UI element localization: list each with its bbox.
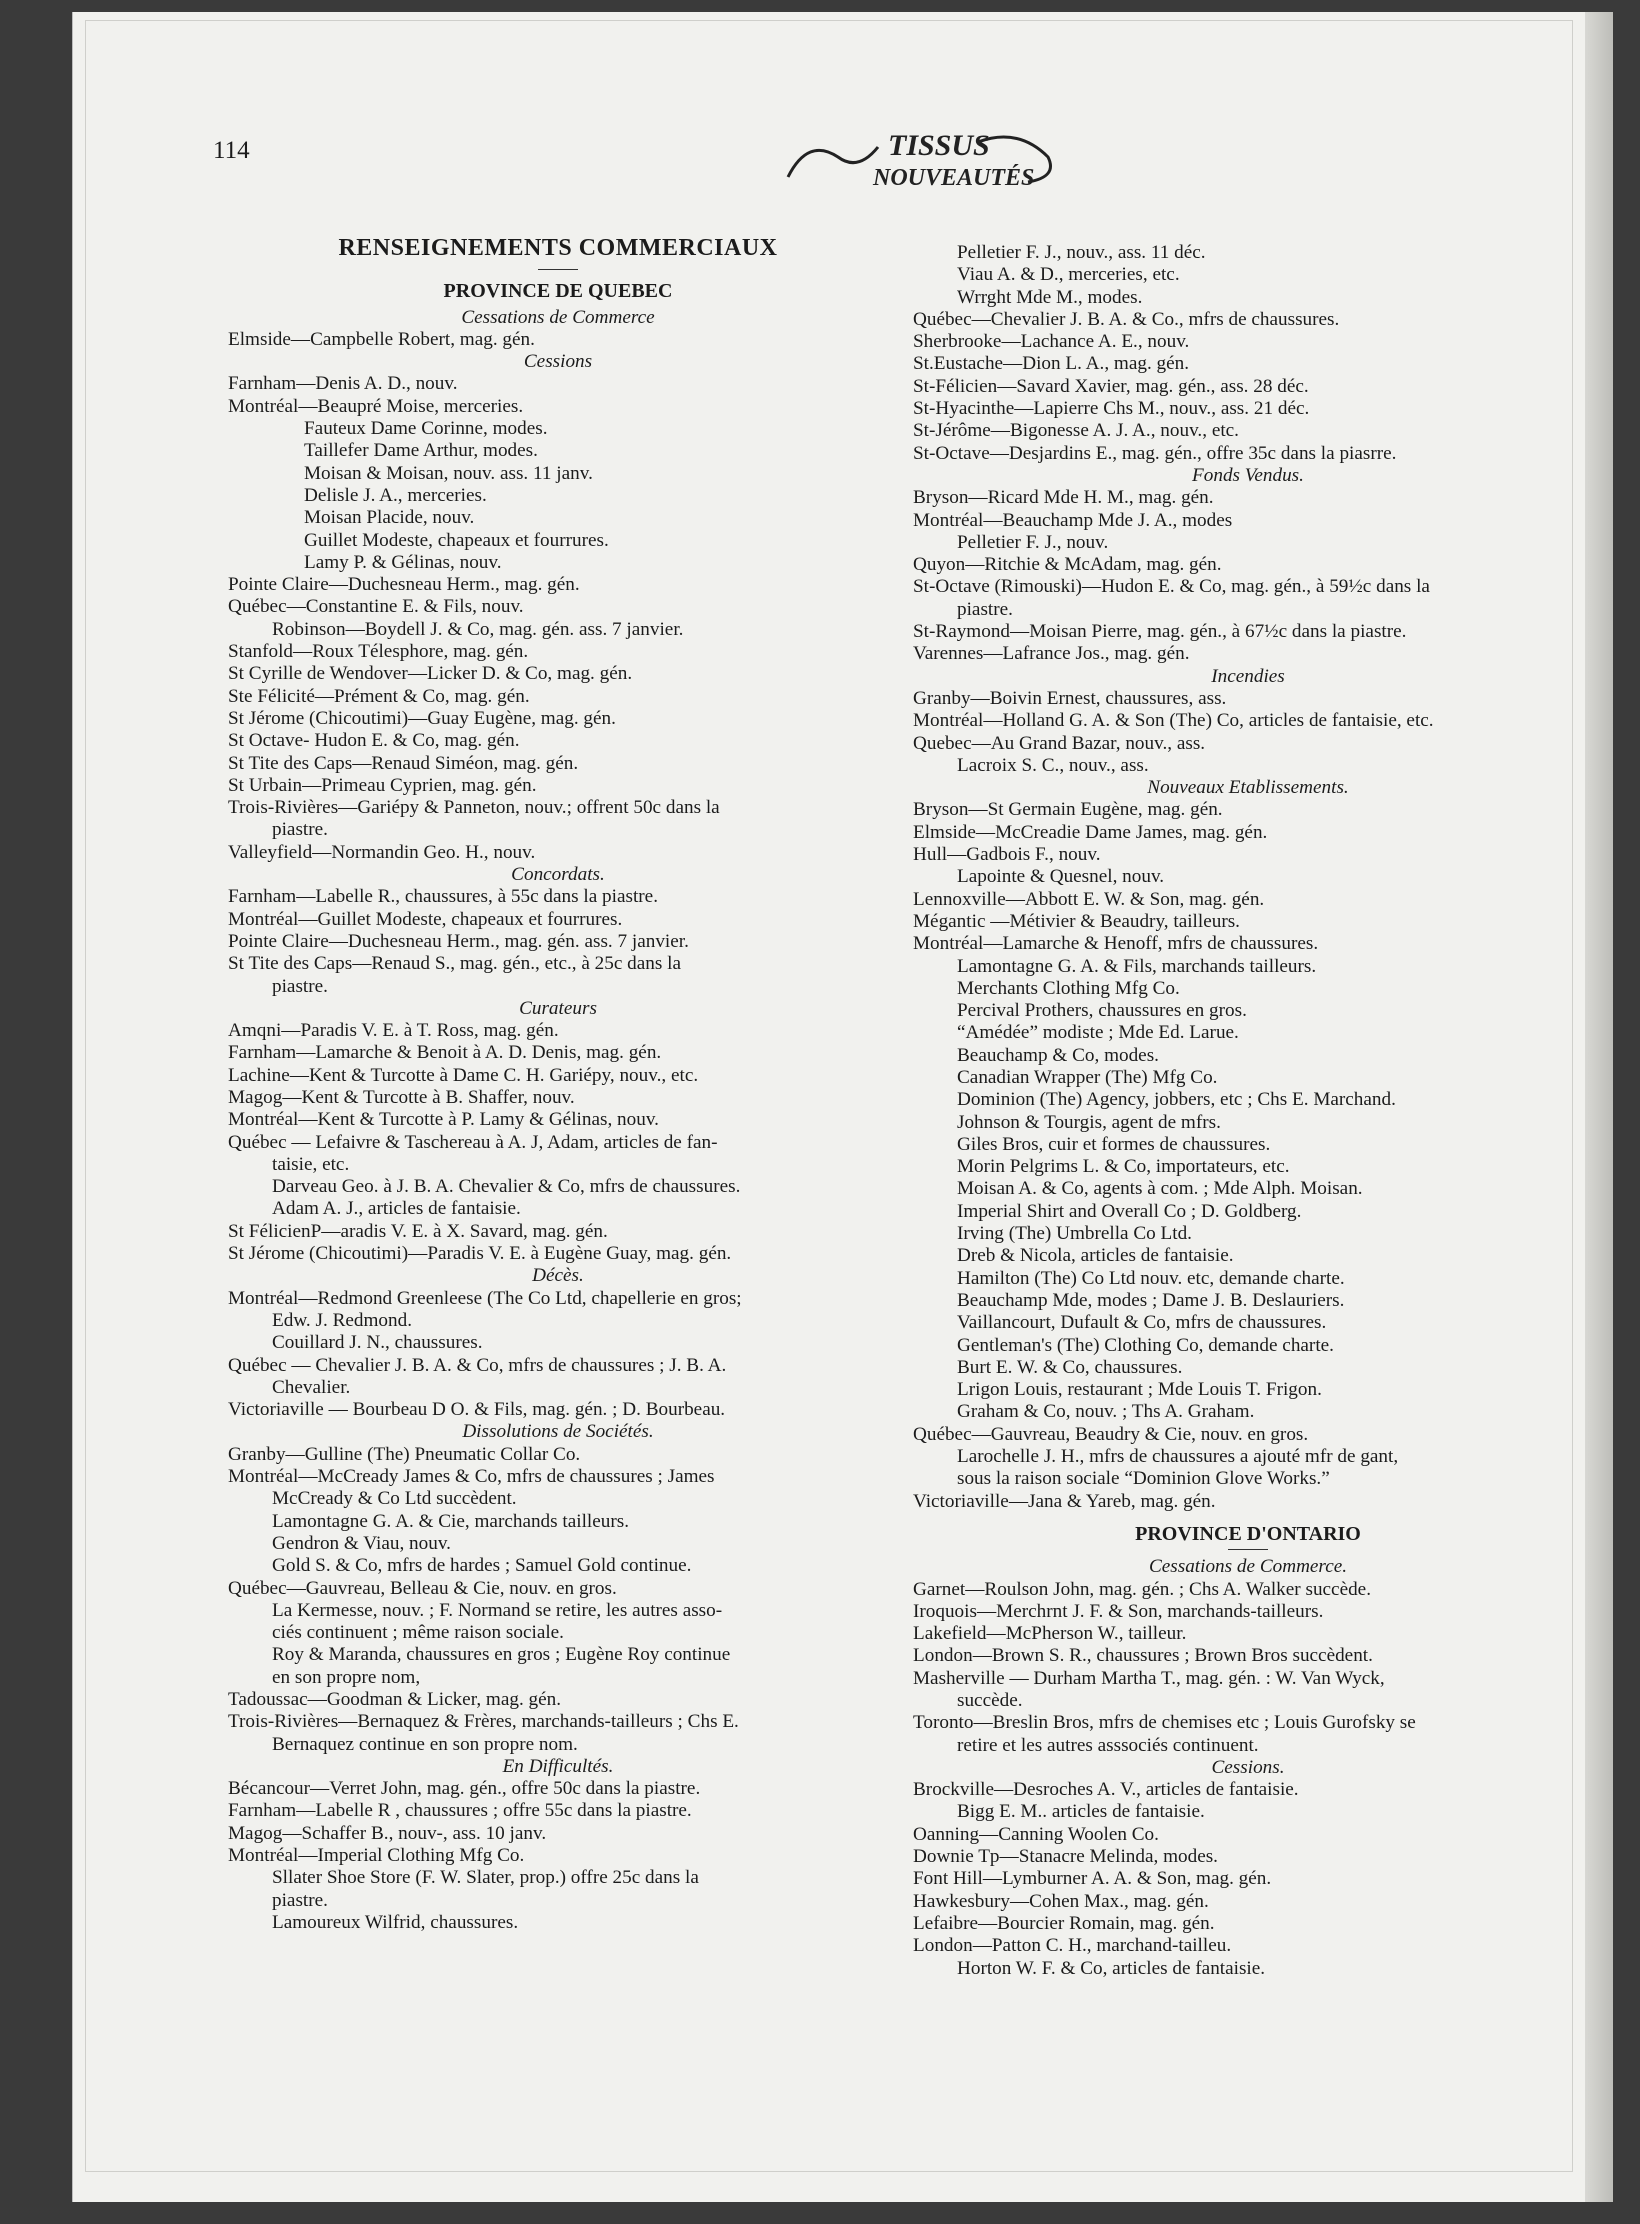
- entry-line: Farnham—Labelle R., chaussures, à 55c dans la piastre.: [228, 886, 658, 908]
- masthead-bottom: NOUVEAUTÉS: [873, 165, 1035, 191]
- entry-continuation: Fauteux Dame Corinne, modes.: [304, 418, 548, 440]
- section-heading: Cessions.: [1211, 1756, 1285, 1778]
- entry-line: Trois-Rivières—Bernaquez & Frères, marchands-tailleurs ; Chs E.: [228, 1711, 739, 1733]
- entry-line: Magog—Kent & Turcotte à B. Shaffer, nouv.: [228, 1086, 575, 1108]
- entry-line: Bryson—Ricard Mde H. M., mag. gén.: [913, 487, 1214, 509]
- entry-continuation: Moisan A. & Co, agents à com. ; Mde Alph. Moisan.: [957, 1178, 1363, 1200]
- entry-continuation: Hamilton (The) Co Ltd nouv. etc, demande charte.: [957, 1267, 1345, 1289]
- entry-continuation: Delisle J. A., merceries.: [304, 484, 487, 506]
- entry-continuation: Irving (The) Umbrella Co Ltd.: [957, 1223, 1192, 1245]
- entry-continuation: Merchants Clothing Mfg Co.: [957, 977, 1180, 999]
- entry-line: St FélicienP—aradis V. E. à X. Savard, mag. gén.: [228, 1220, 608, 1242]
- entry-continuation: Sllater Shoe Store (F. W. Slater, prop.) offre 25c dans la: [272, 1867, 699, 1889]
- section-heading: Dissolutions de Sociétés.: [462, 1421, 654, 1443]
- entry-continuation: Moisan Placide, nouv.: [304, 507, 475, 529]
- entry-line: Brockville—Desroches A. V., articles de fantaisie.: [913, 1779, 1299, 1801]
- entry-continuation: Johnson & Tourgis, agent de mfrs.: [957, 1111, 1221, 1133]
- entry-line: Stanfold—Roux Télesphore, mag. gén.: [228, 641, 529, 663]
- entry-line: St Cyrille de Wendover—Licker D. & Co, mag. gén.: [228, 663, 633, 685]
- entry-continuation: Bigg E. M.. articles de fantaisie.: [957, 1801, 1205, 1823]
- entry-line: Québec—Gauvreau, Belleau & Cie, nouv. en gros.: [228, 1577, 617, 1599]
- entry-continuation: Edw. J. Redmond.: [272, 1309, 412, 1331]
- entry-line: Tadoussac—Goodman & Licker, mag. gén.: [228, 1689, 562, 1710]
- entry-continuation: Wrrght Mde M., modes.: [957, 286, 1143, 308]
- section-heading: Curateurs: [519, 997, 597, 1019]
- entry-line: Quebec—Au Grand Bazar, nouv., ass.: [913, 732, 1206, 754]
- section-heading: Fonds Vendus.: [1192, 464, 1304, 486]
- entry-line: Pointe Claire—Duchesneau Herm., mag. gén.: [228, 574, 580, 596]
- entry-line: St-Raymond—Moisan Pierre, mag. gén., à 67½c dans la piastre.: [913, 621, 1407, 643]
- section-rule: [1228, 1549, 1268, 1550]
- entry-line: Elmside—McCreadie Dame James, mag. gén.: [913, 821, 1268, 843]
- entry-continuation: Giles Bros, cuir et formes de chaussures.: [957, 1133, 1271, 1155]
- entry-continuation: Roy & Maranda, chaussures en gros ; Eugène Roy continue: [272, 1644, 731, 1666]
- entry-line: Lachine—Kent & Turcotte à Dame C. H. Gariépy, nouv., etc.: [228, 1064, 699, 1086]
- entry-continuation: en son propre nom,: [272, 1666, 421, 1688]
- section-heading: Concordats.: [511, 864, 605, 886]
- entry-continuation: Graham & Co, nouv. ; Ths A. Graham.: [957, 1401, 1255, 1423]
- entry-line: Montréal—Lamarche & Henoff, mfrs de chaussures.: [913, 933, 1319, 955]
- entry-line: Trois-Rivières—Gariépy & Panneton, nouv.; offrent 50c dans la: [228, 797, 720, 819]
- entry-line: St-Félicien—Savard Xavier, mag. gén., ass. 28 déc.: [913, 375, 1309, 397]
- entry-line: St-Hyacinthe—Lapierre Chs M., nouv., ass. 21 déc.: [913, 398, 1310, 420]
- entry-continuation: piastre.: [272, 975, 328, 997]
- entry-line: Granby—Gulline (The) Pneumatic Collar Co.: [228, 1443, 581, 1465]
- province-heading: PROVINCE DE QUEBEC: [443, 280, 673, 303]
- entry-continuation: Bernaquez continue en son propre nom.: [272, 1733, 578, 1755]
- entry-line: St-Jérôme—Bigonesse A. J. A., nouv., etc.: [913, 420, 1239, 442]
- entry-line: Mégantic —Métivier & Beaudry, tailleurs.: [913, 910, 1240, 932]
- entry-line: Downie Tp—Stanacre Melinda, modes.: [913, 1846, 1218, 1868]
- entry-line: St Jérome (Chicoutimi)—Guay Eugène, mag. gén.: [228, 707, 616, 729]
- entry-line: St Tite des Caps—Renaud S., mag. gén., etc., à 25c dans la: [228, 953, 681, 975]
- entry-line: Montréal—Kent & Turcotte à P. Lamy & Gélinas, nouv.: [228, 1109, 659, 1131]
- entry-line: Sherbrooke—Lachance A. E., nouv.: [913, 331, 1190, 353]
- section-heading: En Difficultés.: [502, 1755, 614, 1777]
- entry-continuation: Lrigon Louis, restaurant ; Mde Louis T. Frigon.: [957, 1379, 1322, 1401]
- entry-continuation: “Amédée” modiste ; Mde Ed. Larue.: [957, 1022, 1239, 1044]
- entry-line: Farnham—Lamarche & Benoit à A. D. Denis, mag. gén.: [228, 1042, 662, 1064]
- entry-continuation: Larochelle J. H., mfrs de chaussures a ajouté mfr de gant,: [957, 1446, 1399, 1468]
- entry-line: Lennoxville—Abbott E. W. & Son, mag. gén.: [913, 888, 1265, 910]
- section-heading: Cessations de Commerce.: [1148, 1556, 1348, 1578]
- entry-line: Victoriaville—Jana & Yareb, mag. gén.: [913, 1490, 1216, 1512]
- section-heading: Décès.: [532, 1265, 584, 1287]
- entry-line: Québec — Chevalier J. B. A. & Co, mfrs de chaussures ; J. B. A.: [228, 1354, 727, 1376]
- entry-continuation: ciés continuent ; même raison sociale.: [272, 1622, 564, 1644]
- entry-continuation: Horton W. F. & Co, articles de fantaisie.: [957, 1957, 1266, 1979]
- entry-continuation: retire et les autres asssociés continuent.: [957, 1734, 1259, 1756]
- entry-continuation: Robinson—Boydell J. & Co, mag. gén. ass. 7 janvier.: [272, 618, 684, 640]
- entry-continuation: Pelletier F. J., nouv., ass. 11 déc.: [957, 242, 1206, 263]
- entry-line: St-Octave (Rimouski)—Hudon E. & Co, mag. gén., à 59½c dans la: [913, 576, 1430, 598]
- section-rule: [538, 269, 578, 270]
- page-heading: RENSEIGNEMENTS COMMERCIAUX: [338, 235, 778, 261]
- entry-line: Québec—Gauvreau, Beaudry & Cie, nouv. en gros.: [913, 1423, 1309, 1445]
- entry-continuation: Beauchamp Mde, modes ; Dame J. B. Deslauriers.: [957, 1289, 1345, 1311]
- entry-continuation: Imperial Shirt and Overall Co ; D. Goldberg.: [957, 1200, 1302, 1222]
- entry-line: St-Octave—Desjardins E., mag. gén., offre 35c dans la piasrre.: [913, 442, 1397, 464]
- entry-line: Granby—Boivin Ernest, chaussures, ass.: [913, 687, 1227, 709]
- entry-continuation: piastre.: [272, 819, 328, 841]
- entry-line: Bryson—St Germain Eugène, mag. gén.: [913, 799, 1223, 821]
- entry-continuation: Pelletier F. J., nouv.: [957, 531, 1109, 553]
- entry-line: Québec—Constantine E. & Fils, nouv.: [228, 596, 524, 618]
- entry-continuation: Dominion (The) Agency, jobbers, etc ; Chs E. Marchand.: [957, 1089, 1396, 1111]
- entry-continuation: piastre.: [272, 1889, 328, 1911]
- masthead-logo: [778, 117, 1068, 197]
- entry-continuation: Viau A. & D., merceries, etc.: [957, 264, 1180, 286]
- section-heading: Cessions: [523, 351, 593, 373]
- entry-line: Montréal—Imperial Clothing Mfg Co.: [228, 1845, 525, 1867]
- entry-line: London—Brown S. R., chaussures ; Brown Bros succèdent.: [913, 1645, 1373, 1667]
- entry-line: Montréal—Beaupré Moise, merceries.: [228, 395, 524, 417]
- entry-continuation: Taillefer Dame Arthur, modes.: [304, 440, 538, 462]
- entry-continuation: Lapointe & Quesnel, nouv.: [957, 866, 1165, 888]
- entry-continuation: Guillet Modeste, chapeaux et fourrures.: [304, 529, 609, 551]
- entry-line: St Urbain—Primeau Cyprien, mag. gén.: [228, 774, 537, 796]
- entry-line: Magog—Schaffer B., nouv-, ass. 10 janv.: [228, 1822, 547, 1844]
- right-column: [913, 242, 1583, 1980]
- entry-line: Farnham—Denis A. D., nouv.: [228, 373, 458, 395]
- entry-continuation: Beauchamp & Co, modes.: [957, 1044, 1159, 1066]
- entry-line: Valleyfield—Normandin Geo. H., nouv.: [228, 841, 536, 863]
- entry-line: London—Patton C. H., marchand-tailleu.: [913, 1935, 1232, 1957]
- left-column: [228, 237, 888, 1934]
- entry-line: St Tite des Caps—Renaud Siméon, mag. gén.: [228, 752, 579, 774]
- entry-line: Ste Félicité—Prément & Co, mag. gén.: [228, 685, 530, 707]
- entry-line: Lefaibre—Bourcier Romain, mag. gén.: [913, 1912, 1215, 1934]
- entry-line: Elmside—Campbelle Robert, mag. gén.: [228, 328, 535, 350]
- entry-line: Hull—Gadbois F., nouv.: [913, 844, 1101, 866]
- entry-line: St Jérome (Chicoutimi)—Paradis V. E. à Eugène Guay, mag. gén.: [228, 1243, 732, 1265]
- entry-line: Quyon—Ritchie & McAdam, mag. gén.: [913, 554, 1222, 576]
- entry-continuation: Morin Pelgrims L. & Co, importateurs, etc.: [957, 1156, 1290, 1178]
- entry-continuation: Darveau Geo. à J. B. A. Chevalier & Co, mfrs de chaussures.: [272, 1176, 741, 1198]
- entry-line: Varennes—Lafrance Jos., mag. gén.: [913, 643, 1190, 665]
- entry-line: Lakefield—McPherson W., tailleur.: [913, 1623, 1187, 1645]
- entry-continuation: Percival Prothers, chaussures en gros.: [957, 1000, 1247, 1022]
- entry-continuation: taisie, etc.: [272, 1153, 350, 1175]
- entry-line: Québec—Chevalier J. B. A. & Co., mfrs de chaussures.: [913, 308, 1340, 330]
- entry-continuation: Gentleman's (The) Clothing Co, demande charte.: [957, 1334, 1334, 1356]
- entry-continuation: La Kermesse, nouv. ; F. Normand se retire, les autres asso-: [272, 1599, 723, 1621]
- entry-continuation: piastre.: [957, 598, 1013, 620]
- entry-line: Montréal—Holland G. A. & Son (The) Co, articles de fantaisie, etc.: [913, 710, 1434, 732]
- entry-line: Iroquois—Merchrnt J. F. & Son, marchands-tailleurs.: [913, 1600, 1324, 1622]
- province-heading: PROVINCE D'ONTARIO: [1135, 1522, 1361, 1545]
- entry-continuation: Lamontagne G. A. & Cie, marchands tailleurs.: [272, 1510, 630, 1532]
- entry-continuation: Chevalier.: [272, 1376, 351, 1398]
- entry-continuation: Gendron & Viau, nouv.: [272, 1532, 451, 1554]
- entry-line: St Octave- Hudon E. & Co, mag. gén.: [228, 730, 520, 752]
- entry-continuation: Lamontagne G. A. & Fils, marchands tailleurs.: [957, 955, 1317, 977]
- entry-line: Toronto—Breslin Bros, mfrs de chemises etc ; Louis Gurofsky se: [913, 1712, 1416, 1734]
- entry-continuation: Couillard J. N., chaussures.: [272, 1332, 483, 1354]
- entry-line: Montréal—Guillet Modeste, chapeaux et fourrures.: [228, 908, 623, 930]
- entry-line: Victoriaville — Bourbeau D O. & Fils, mag. gén. ; D. Bourbeau.: [228, 1399, 726, 1421]
- entry-continuation: Dreb & Nicola, articles de fantaisie.: [957, 1245, 1234, 1267]
- entry-continuation: Lacroix S. C., nouv., ass.: [957, 754, 1149, 776]
- entry-continuation: Gold S. & Co, mfrs de hardes ; Samuel Gold continue.: [272, 1555, 692, 1577]
- entry-line: Montréal—Redmond Greenleese (The Co Ltd, chapellerie en gros;: [228, 1287, 742, 1309]
- entry-line: Montréal—Beauchamp Mde J. A., modes: [913, 509, 1233, 531]
- masthead-top: TISSUS: [888, 129, 990, 162]
- section-heading: Cessations de Commerce: [461, 306, 655, 328]
- entry-continuation: Moisan & Moisan, nouv. ass. 11 janv.: [304, 462, 593, 484]
- entry-line: Québec — Lefaivre & Taschereau à A. J, Adam, articles de fan-: [228, 1131, 718, 1153]
- entry-continuation: Vaillancourt, Dufault & Co, mfrs de chaussures.: [957, 1312, 1327, 1334]
- entry-continuation: Lamoureux Wilfrid, chaussures.: [272, 1911, 519, 1933]
- section-heading: Nouveaux Etablissements.: [1147, 777, 1349, 799]
- page-number: 114: [213, 137, 250, 164]
- entry-continuation: succède.: [957, 1690, 1023, 1711]
- entry-line: Farnham—Labelle R , chaussures ; offre 55c dans la piastre.: [228, 1800, 692, 1822]
- entry-continuation: sous la raison sociale “Dominion Glove Works.”: [957, 1468, 1330, 1490]
- entry-line: Montréal—McCready James & Co, mfrs de chaussures ; James: [228, 1466, 715, 1488]
- entry-line: Garnet—Roulson John, mag. gén. ; Chs A. Walker succède.: [913, 1578, 1371, 1600]
- entry-line: Pointe Claire—Duchesneau Herm., mag. gén. ass. 7 janvier.: [228, 930, 689, 952]
- entry-line: Oanning—Canning Woolen Co.: [913, 1823, 1159, 1845]
- document-page: [72, 12, 1613, 2202]
- entry-continuation: McCready & Co Ltd succèdent.: [272, 1488, 517, 1510]
- entry-line: Hawkesbury—Cohen Max., mag. gén.: [913, 1890, 1209, 1912]
- entry-line: St.Eustache—Dion L. A., mag. gén.: [913, 353, 1190, 375]
- entry-line: Font Hill—Lymburner A. A. & Son, mag. gén.: [913, 1868, 1272, 1890]
- page-edge: [1585, 12, 1613, 2202]
- section-heading: Incendies: [1211, 665, 1285, 687]
- entry-continuation: Lamy P. & Gélinas, nouv.: [304, 551, 502, 573]
- entry-continuation: Canadian Wrapper (The) Mfg Co.: [957, 1066, 1218, 1088]
- entry-line: Masherville — Durham Martha T., mag. gén. : W. Van Wyck,: [913, 1667, 1385, 1689]
- entry-line: Amqni—Paradis V. E. à T. Ross, mag. gén.: [228, 1020, 559, 1042]
- entry-continuation: Burt E. W. & Co, chaussures.: [957, 1356, 1183, 1378]
- entry-continuation: Adam A. J., articles de fantaisie.: [272, 1198, 521, 1220]
- entry-line: Bécancour—Verret John, mag. gén., offre 50c dans la piastre.: [228, 1778, 701, 1800]
